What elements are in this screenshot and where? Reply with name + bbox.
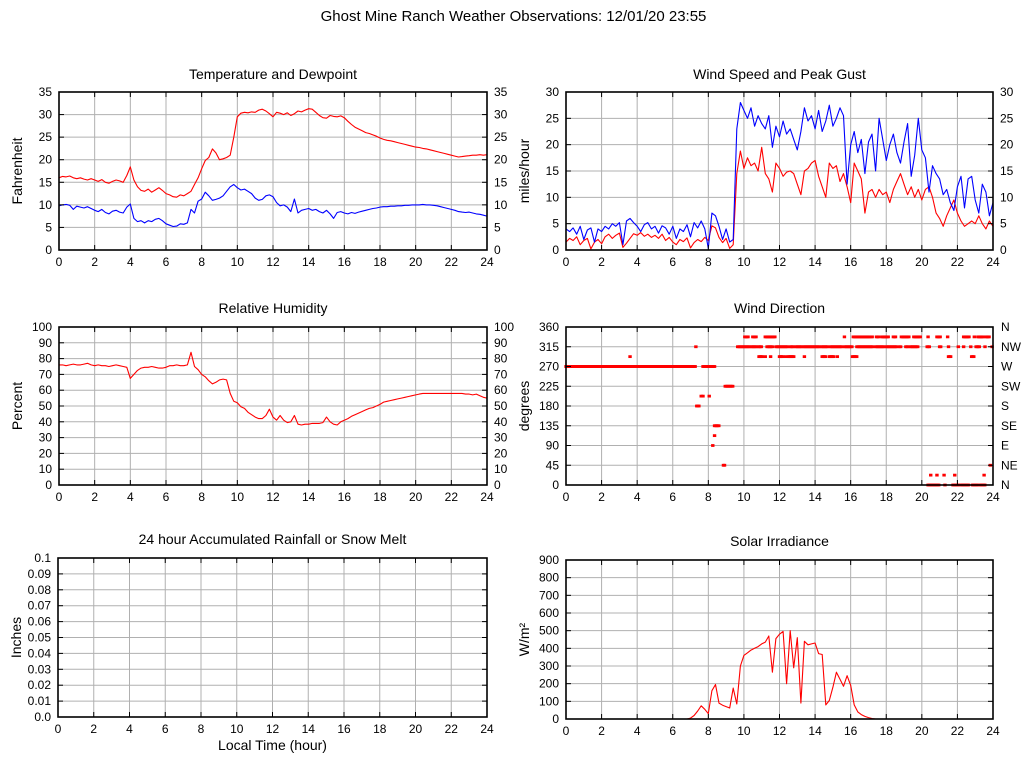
y-tick-label: 50 — [38, 399, 52, 413]
x-tick-label: 22 — [444, 490, 459, 504]
y-tick-label: 360 — [538, 320, 559, 334]
y-axis-label: Percent — [9, 381, 25, 431]
x-tick-label: 4 — [633, 255, 641, 269]
y-tick-label: 0.02 — [27, 678, 51, 693]
x-tick-label: 4 — [126, 255, 134, 269]
y-tick-label-right: 90 — [494, 335, 508, 350]
x-tick-label: 12 — [772, 724, 787, 738]
compass-label: NW — [1001, 339, 1021, 354]
x-tick-label: 14 — [808, 490, 822, 504]
x-tick-label: 22 — [444, 255, 459, 269]
y-tick-label: 90 — [545, 438, 559, 453]
chart-title: Temperature and Dewpoint — [188, 66, 358, 82]
y-tick-label: 315 — [538, 339, 559, 354]
x-tick-label: 12 — [266, 255, 280, 269]
y-tick-label: 0.01 — [27, 694, 51, 709]
compass-label: W — [1001, 359, 1013, 374]
x-tick-label: 0 — [562, 724, 570, 738]
y-tick-label: 35 — [38, 85, 52, 99]
x-tick-label: 14 — [808, 724, 822, 738]
y-tick-label: 0 — [552, 243, 559, 257]
x-tick-label: 2 — [91, 490, 99, 504]
x-tick-label: 6 — [162, 255, 170, 269]
y-tick-label-right: 25 — [1000, 111, 1014, 126]
y-tick-label: 800 — [538, 570, 559, 585]
y-tick-label: 0.03 — [27, 662, 51, 677]
y-tick-label: 0.08 — [27, 582, 51, 597]
x-tick-label: 24 — [480, 490, 494, 504]
x-tick-label: 16 — [843, 255, 858, 269]
y-tick-label: 0 — [552, 478, 559, 492]
x-tick-label: 2 — [90, 722, 98, 736]
y-tick-label: 10 — [38, 197, 52, 212]
x-tick-label: 12 — [265, 722, 280, 736]
y-tick-label: 600 — [538, 606, 559, 620]
y-tick-label-right: 35 — [494, 85, 508, 99]
y-tick-label: 10 — [545, 190, 559, 205]
y-tick-label-right: 0 — [494, 243, 501, 257]
x-tick-label: 20 — [408, 490, 423, 504]
x-tick-label: 18 — [879, 724, 893, 738]
y-tick-label-right: 15 — [494, 175, 508, 190]
y-tick-label-right: 20 — [1000, 137, 1014, 152]
chart-wind-speed-gust — [516, 66, 1014, 269]
y-tick-label: 25 — [38, 130, 52, 145]
y-tick-label: 0.0 — [34, 710, 51, 724]
x-tick-label: 18 — [373, 490, 387, 504]
page-title: Ghost Mine Ranch Weather Observations: 12/01/20 23:55 — [320, 8, 707, 25]
x-tick-label: 8 — [704, 724, 712, 738]
y-tick-label-right: 5 — [494, 220, 501, 235]
x-tick-label: 0 — [562, 490, 570, 504]
x-tick-label: 8 — [198, 490, 206, 504]
y-tick-label-right: 5 — [1000, 216, 1007, 231]
x-tick-label: 20 — [915, 255, 929, 269]
x-tick-label: 6 — [669, 490, 677, 504]
y-tick-label: 25 — [545, 111, 559, 126]
y-tick-label: 500 — [538, 623, 559, 638]
x-tick-label: 24 — [986, 490, 1000, 504]
x-tick-label: 20 — [915, 724, 929, 738]
x-tick-label: 24 — [480, 722, 494, 736]
x-tick-label: 18 — [373, 722, 387, 736]
y-tick-label-right: 30 — [494, 107, 508, 122]
x-tick-label: 10 — [737, 724, 751, 738]
y-tick-label: 30 — [38, 430, 52, 445]
x-tick-label: 12 — [266, 490, 280, 504]
y-tick-label-right: 15 — [1000, 164, 1014, 178]
x-tick-label: 14 — [301, 722, 315, 736]
y-tick-label: 15 — [545, 164, 559, 178]
x-tick-label: 6 — [669, 724, 677, 738]
x-tick-label: 6 — [162, 490, 170, 504]
x-tick-label: 10 — [230, 490, 245, 504]
x-tick-label: 0 — [54, 722, 62, 736]
x-tick-label: 12 — [772, 255, 787, 269]
y-tick-label-right: 50 — [494, 399, 508, 413]
x-tick-label: 16 — [337, 490, 352, 504]
x-tick-label: 10 — [737, 490, 751, 504]
compass-label: S — [1001, 399, 1010, 413]
x-tick-label: 2 — [91, 255, 99, 269]
y-tick-label: 10 — [38, 462, 52, 477]
chart-solar-irradiance — [516, 533, 1000, 738]
y-tick-label: 5 — [552, 216, 559, 231]
y-tick-label: 100 — [538, 694, 559, 709]
x-tick-label: 4 — [633, 490, 641, 504]
y-axis-label: Fahrenheit — [9, 137, 25, 205]
x-tick-label: 18 — [373, 255, 387, 269]
y-tick-label: 40 — [38, 414, 52, 429]
chart-title: Wind Speed and Peak Gust — [693, 66, 866, 82]
x-tick-label: 0 — [55, 490, 63, 504]
x-tick-label: 18 — [879, 490, 893, 504]
y-tick-label-right: 20 — [494, 152, 508, 167]
x-tick-label: 16 — [337, 722, 351, 736]
y-tick-label: 225 — [538, 379, 559, 394]
x-tick-label: 0 — [562, 255, 570, 269]
x-tick-label: 4 — [633, 724, 641, 738]
y-tick-label-right: 0 — [1000, 243, 1007, 257]
x-tick-label: 8 — [197, 722, 205, 736]
y-tick-label-right: 0 — [494, 478, 501, 492]
y-tick-label: 100 — [31, 320, 52, 334]
y-tick-label: 0.07 — [27, 598, 51, 613]
y-tick-label: 0.04 — [27, 646, 51, 661]
y-tick-label-right: 25 — [494, 130, 508, 145]
chart-wind-direction — [516, 300, 1022, 504]
x-tick-label: 20 — [408, 255, 423, 269]
y-tick-label: 135 — [538, 418, 559, 433]
x-tick-label: 8 — [704, 255, 712, 269]
x-tick-label: 24 — [480, 255, 494, 269]
y-tick-label: 5 — [45, 220, 52, 235]
y-tick-label: 0.05 — [27, 630, 51, 645]
y-tick-label: 0.06 — [27, 614, 51, 629]
y-tick-label-right: 40 — [494, 414, 508, 429]
compass-label: SW — [1001, 379, 1021, 394]
x-tick-label: 16 — [843, 724, 858, 738]
compass-label: E — [1001, 438, 1010, 453]
x-tick-label: 2 — [598, 724, 605, 738]
y-tick-label: 60 — [38, 383, 52, 398]
x-tick-label: 16 — [337, 255, 352, 269]
x-tick-label: 22 — [950, 724, 965, 738]
y-tick-label: 300 — [538, 659, 559, 673]
x-tick-label: 16 — [843, 490, 858, 504]
y-tick-label: 0 — [552, 712, 559, 726]
x-tick-label: 8 — [704, 490, 712, 504]
x-tick-label: 2 — [598, 490, 605, 504]
x-tick-label: 10 — [230, 722, 244, 736]
compass-label: N — [1001, 478, 1010, 492]
y-tick-label-right: 80 — [494, 351, 508, 366]
y-tick-label-right: 30 — [1000, 85, 1014, 99]
y-tick-label: 30 — [545, 85, 559, 99]
x-tick-label: 10 — [230, 255, 245, 269]
y-tick-label-right: 20 — [494, 446, 508, 461]
x-tick-label: 24 — [986, 724, 1000, 738]
y-tick-label: 0 — [45, 478, 52, 492]
y-tick-label: 20 — [545, 137, 559, 152]
y-tick-label-right: 10 — [1000, 190, 1014, 205]
x-tick-label: 2 — [598, 255, 605, 269]
y-tick-label-right: 10 — [494, 462, 508, 477]
compass-label: N — [1001, 320, 1010, 334]
x-tick-label: 4 — [126, 490, 134, 504]
x-tick-label: 6 — [669, 255, 677, 269]
y-tick-label-right: 100 — [494, 320, 515, 334]
x-tick-label: 22 — [950, 255, 965, 269]
chart-title: Wind Direction — [733, 300, 826, 316]
y-tick-label: 270 — [538, 359, 559, 374]
y-tick-label: 0.09 — [27, 566, 51, 581]
y-tick-label: 30 — [38, 107, 52, 122]
compass-label: SE — [1001, 418, 1018, 433]
chart-temperature-dewpoint — [9, 66, 508, 269]
x-tick-label: 10 — [737, 255, 751, 269]
y-axis-label: degrees — [516, 380, 532, 432]
y-tick-label: 200 — [538, 676, 559, 691]
chart-rainfall — [8, 531, 494, 753]
y-tick-label: 20 — [38, 446, 52, 461]
chart-title: Solar Irradiance — [730, 533, 829, 549]
x-tick-label: 24 — [986, 255, 1000, 269]
y-tick-label: 700 — [538, 588, 559, 603]
compass-label: NE — [1001, 458, 1018, 473]
x-tick-label: 8 — [198, 255, 206, 269]
x-tick-label: 20 — [408, 722, 423, 736]
x-tick-label: 14 — [301, 490, 316, 504]
y-axis-label: miles/hour — [516, 138, 532, 204]
y-tick-label: 45 — [545, 458, 559, 473]
x-tick-label: 22 — [444, 722, 458, 736]
x-tick-label: 18 — [879, 255, 893, 269]
y-tick-label-right: 30 — [494, 430, 508, 445]
x-tick-label: 22 — [950, 490, 965, 504]
y-tick-label-right: 70 — [494, 367, 508, 382]
chart-title: Relative Humidity — [218, 300, 328, 316]
y-tick-label: 70 — [38, 367, 52, 382]
x-tick-label: 4 — [126, 722, 133, 736]
x-axis-label: Local Time (hour) — [218, 737, 327, 753]
chart-title: 24 hour Accumulated Rainfall or Snow Melt — [138, 531, 407, 547]
y-tick-label-right: 60 — [494, 383, 508, 398]
y-axis-label: W/m² — [516, 622, 532, 657]
y-tick-label: 15 — [38, 175, 52, 190]
x-tick-label: 12 — [772, 490, 787, 504]
y-axis-label: Inches — [8, 616, 24, 659]
x-tick-label: 14 — [301, 255, 316, 269]
x-tick-label: 14 — [808, 255, 822, 269]
x-tick-label: 20 — [915, 490, 929, 504]
y-tick-label: 400 — [538, 641, 559, 656]
y-tick-label: 20 — [38, 152, 52, 167]
y-tick-label: 900 — [538, 553, 559, 567]
x-tick-label: 6 — [161, 722, 169, 736]
y-tick-label-right: 10 — [494, 197, 508, 212]
y-tick-label: 0.1 — [34, 551, 51, 565]
x-tick-label: 0 — [55, 255, 63, 269]
y-tick-label: 0 — [45, 243, 52, 257]
y-tick-label: 180 — [538, 399, 559, 413]
y-tick-label: 90 — [38, 335, 52, 350]
chart-relative-humidity — [9, 300, 514, 504]
y-tick-label: 80 — [38, 351, 52, 366]
